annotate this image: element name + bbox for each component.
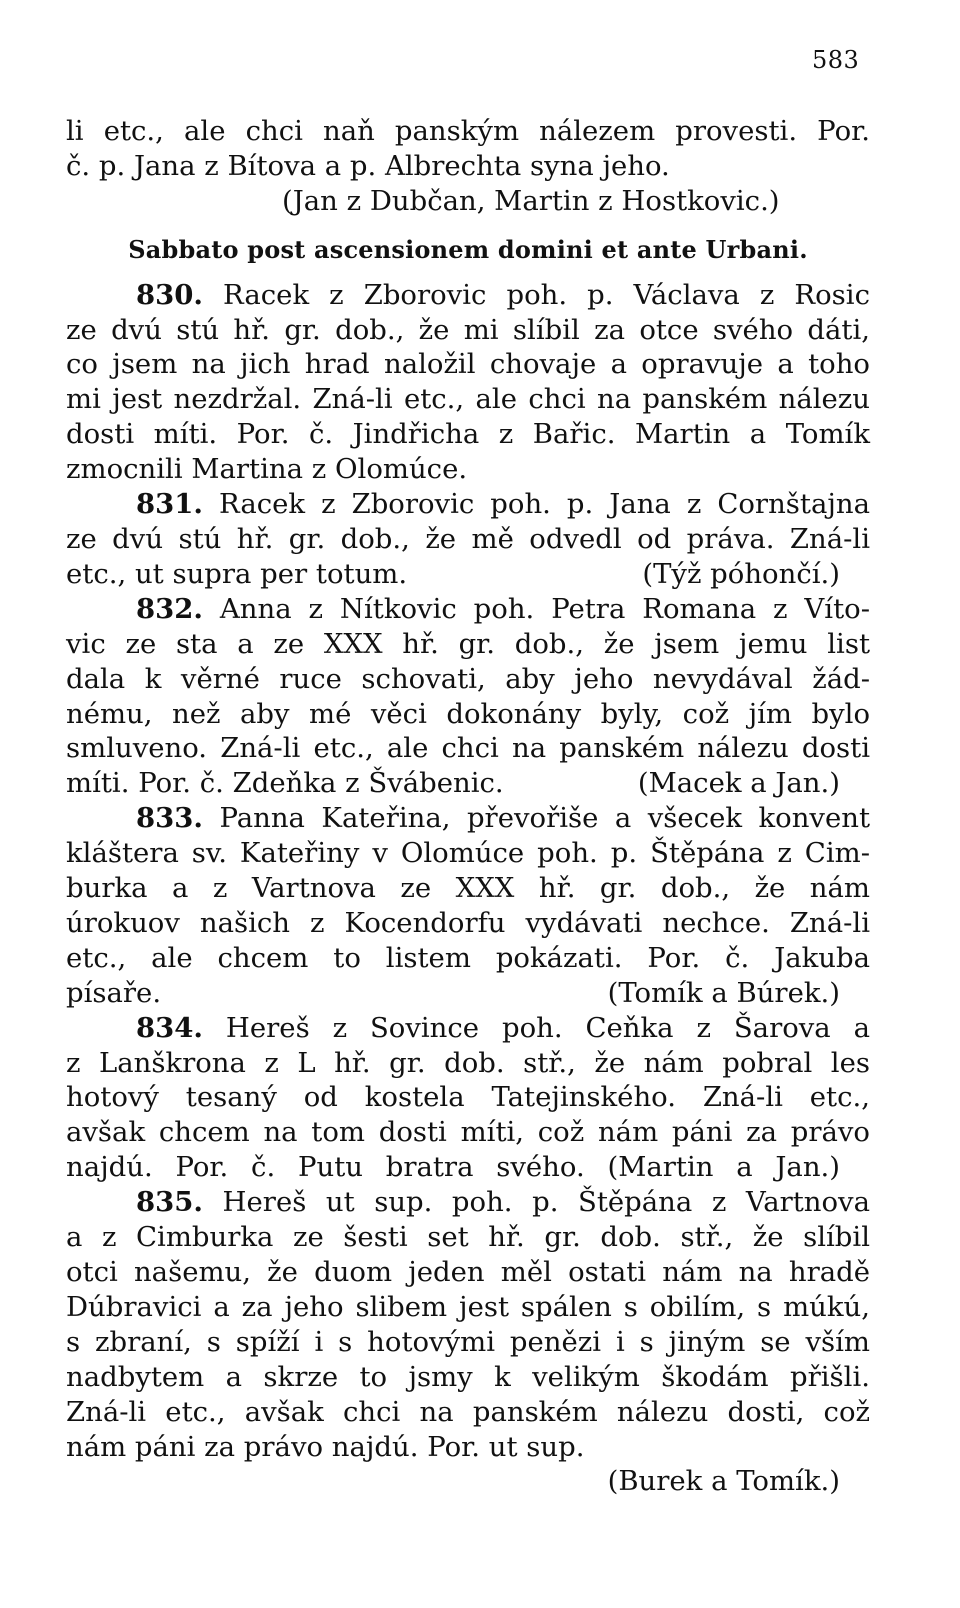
entry-834-line: avšak chcem na tom dosti míti, což nám páni za právo (66, 1116, 870, 1149)
entry-833-line: kláštera sv. Kateřiny v Olomúce poh. p. Štěpána z Cim- (66, 837, 870, 870)
entry-text: Racek z Zborovic poh. p. Jana z Cornštajna (219, 488, 870, 521)
entry-831-line (66, 487, 870, 522)
entry-832-line: smluveno. Zná-li etc., ale chci na panském nálezu dosti (66, 732, 870, 765)
entry-835-line: nám páni za právo najdú. Por. ut sup. (66, 1430, 585, 1463)
entry-scribes: (Macek a Jan.) (637, 767, 840, 800)
entry-833-line (66, 801, 870, 836)
entry-833-line (66, 976, 870, 1011)
entry-830-line: mi jest nezdržal. Zná-li etc., ale chci na panském nálezu (66, 383, 870, 416)
entry-835-line: Zná-li etc., avšak chci na panském nálezu dosti, což (66, 1395, 870, 1428)
section-heading: Sabbato post ascensionem domini et ante Urbani. (128, 234, 808, 264)
entry-830-line: dosti míti. Por. č. Jindřicha z Bařic. Martin a Tomík (66, 418, 870, 451)
entry-834-line (66, 1011, 870, 1046)
entry-text: míti. Por. č. Zdeňka z Švábenic. (66, 767, 504, 800)
entry-832-line: nému, než aby mé věci dokonány byly, což jím bylo (66, 697, 870, 730)
entry-number: 834. (136, 1011, 203, 1044)
entry-832-line: dala k věrné ruce schovati, aby jeho nevydával žád- (66, 662, 870, 695)
entry-831-line: ze dvú stú hř. gr. dob., že mě odvedl od práva. Zná-li (66, 522, 870, 555)
entry-scribes: (Burek a Tomík.) (607, 1465, 840, 1498)
entry-830-line: co jsem na jich hrad naložil chovaje a opravuje a toho (66, 348, 870, 381)
entry-833-line: etc., ale chcem to listem pokázati. Por. č. Jakuba (66, 941, 870, 974)
entry-number: 831. (136, 488, 203, 521)
text-line: li etc., ale chci naň panským nálezem provesti. Por. (66, 115, 870, 147)
entry-832-line (66, 766, 870, 801)
entry-834-line: z Lanškrona z L hř. gr. dob. stř., že nám pobral les (66, 1046, 870, 1079)
entry-text: Anna z Nítkovic poh. Petra Romana z Víto- (219, 592, 870, 625)
entry-832-line (66, 592, 870, 627)
entry-832-line: vic ze sta a ze XXX hř. gr. dob., že jsem jemu list (66, 627, 870, 660)
entry-scribes: (Tomík a Búrek.) (607, 976, 840, 1009)
entry-number: 832. (136, 592, 203, 625)
entry-835-line: s zbraní, s spíží i s hotovými penězi i s jiným se vším (66, 1325, 870, 1358)
entry-830-line (66, 278, 870, 313)
entry-835-line: otci našemu, že duom jeden měl ostati nám na hradě (66, 1256, 870, 1288)
entry-text: etc., ut supra per totum. (66, 557, 408, 590)
entry-number: 835. (136, 1186, 203, 1219)
entry-833-line: burka a z Vartnova ze XXX hř. gr. dob., že nám (66, 872, 870, 905)
entry-scribes: (Týž póhončí.) (642, 557, 840, 590)
entry-number: 830. (136, 278, 203, 311)
entry-831-line (66, 557, 870, 592)
entry-text: písaře. (66, 976, 162, 1009)
entry-835-line (66, 1185, 870, 1220)
entry-text: Panna Kateřina, převořiše a všecek konvent (219, 802, 870, 835)
document-text (66, 114, 870, 1499)
entry-text: Racek z Zborovic poh. p. Václava z Rosic (223, 278, 870, 311)
entry-text: Hereš ut sup. poh. p. Štěpána z Vartnova (222, 1186, 870, 1219)
entry-834-line: hotový tesaný od kostela Tatejinského. Zná-li etc., (66, 1081, 870, 1114)
entry-834-line: najdú. Por. č. Putu bratra svého. (Martin a Jan.) (66, 1151, 840, 1184)
entry-830-line: ze dvú stú hř. gr. dob., že mi slíbil za otce svého dáti, (66, 313, 870, 346)
entry-text: Hereš z Sovince poh. Ceňka z Šarova a (225, 1011, 870, 1044)
text-line: (Jan z Dubčan, Martin z Hostkovic.) (282, 184, 780, 217)
entry-830-line: zmocnili Martina z Olomúce. (66, 453, 468, 486)
entry-835-line: Dúbravici a za jeho slibem jest spálen s obilím, s múkú, (66, 1290, 870, 1323)
entry-number: 833. (136, 802, 203, 835)
entry-835-line: nadbytem a skrze to jsmy k velikým škodám přišli. (66, 1360, 870, 1393)
page-number: 583 (812, 46, 860, 74)
text-line: č. p. Jana z Bítova a p. Albrechta syna jeho. (66, 149, 670, 182)
entry-833-line: úrokuov našich z Kocendorfu vydávati nechce. Zná-li (66, 906, 870, 939)
entry-835-line: a z Cimburka ze šesti set hř. gr. dob. stř., že slíbil (66, 1221, 870, 1254)
